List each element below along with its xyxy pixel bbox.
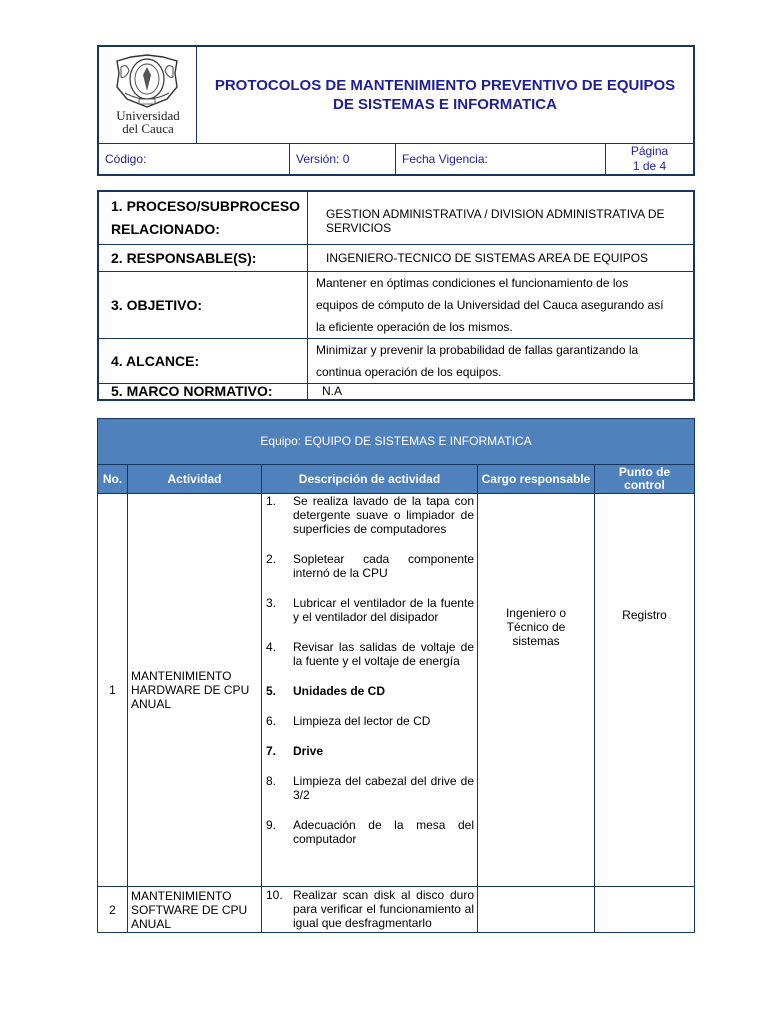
equipo-title-row — [98, 419, 695, 465]
info-value-responsable: INGENIERO-TECNICO DE SISTEMAS AREA DE EQUIPOS — [308, 244, 695, 271]
step-number: 9. — [266, 818, 277, 832]
list-item — [263, 494, 476, 536]
info-row — [98, 244, 694, 271]
info-label-objetivo: 3. OBJETIVO: — [98, 271, 308, 338]
step-text: Unidades de CD — [293, 684, 386, 698]
step-number: 3. — [266, 596, 277, 610]
pagina-label: Página — [630, 144, 669, 158]
step-text: Sopletear cada componente internó de la CPU — [293, 552, 474, 580]
info-label-marco: 5. MARCO NORMATIVO: — [98, 383, 308, 400]
col-header-control: Punto de control — [595, 465, 695, 494]
step-number: 4. — [266, 640, 277, 654]
row-control: Registro — [595, 494, 695, 887]
meta-row — [99, 143, 693, 174]
step-text: Drive — [293, 744, 324, 758]
list-item — [263, 744, 476, 758]
document-title: PROTOCOLOS DE MANTENIMIENTO PREVENTIVO DE EQUIPOS DE SISTEMAS E INFORMATICA — [214, 77, 676, 113]
info-label-responsable: 2. RESPONSABLE(S): — [98, 244, 308, 271]
step-number: 1. — [266, 494, 277, 508]
col-header-descripcion: Descripción de actividad — [262, 465, 478, 494]
row-actividad: MANTENIMIENTO SOFTWARE DE CPU ANUAL — [128, 887, 262, 933]
step-number: 5. — [266, 684, 277, 698]
activities-table — [97, 418, 695, 933]
codigo-field: Código: — [99, 144, 290, 174]
table-header-row — [98, 465, 695, 494]
step-text: Adecuación de la mesa del computador — [293, 818, 474, 846]
university-seal-icon — [107, 53, 187, 109]
step-list — [263, 494, 476, 846]
step-text: Revisar las salidas de voltaje de la fuente y el voltaje de energía — [293, 640, 474, 668]
info-label-proceso: 1. PROCESO/SUBPROCESO RELACIONADO: — [98, 191, 308, 244]
row-cargo: Ingeniero o Técnico de sistemas — [478, 494, 595, 887]
logo-text-line2: del Cauca — [122, 121, 174, 136]
col-header-no: No. — [98, 465, 128, 494]
pagina-value: 1 de 4 — [632, 159, 667, 173]
step-number: 6. — [266, 714, 277, 728]
info-value-proceso: GESTION ADMINISTRATIVA / DIVISION ADMINISTRATIVA DE SERVICIOS — [308, 191, 695, 244]
col-header-actividad: Actividad — [128, 465, 262, 494]
list-item — [263, 684, 476, 698]
step-text: Se realiza lavado de la tapa con detergente suave o limpiador de superficies de computadores — [293, 494, 474, 536]
info-label-alcance: 4. ALCANCE: — [98, 338, 308, 383]
version-field: Versión: 0 — [290, 144, 396, 174]
list-item — [263, 552, 476, 580]
step-text: Lubricar el ventilador de la fuente y el ventilador del disipador — [293, 596, 474, 624]
list-item — [263, 596, 476, 624]
step-number: 10. — [266, 888, 283, 902]
info-row — [98, 338, 694, 383]
step-list — [263, 888, 476, 930]
list-item — [263, 888, 476, 930]
row-control — [595, 887, 695, 933]
row-descripcion — [262, 887, 478, 933]
list-item — [263, 774, 476, 802]
table-row — [98, 887, 695, 933]
list-item — [263, 640, 476, 668]
list-item — [263, 818, 476, 846]
table-row — [98, 494, 695, 887]
info-row — [98, 383, 694, 400]
step-text: Realizar scan disk al disco duro para verificar el funcionamiento al igual que desfragmentarlo — [293, 888, 474, 930]
info-row — [98, 271, 694, 338]
row-number: 2 — [98, 887, 128, 933]
document-header — [97, 45, 695, 176]
step-number: 8. — [266, 774, 277, 788]
title-cell — [197, 47, 693, 143]
fecha-vigencia-field: Fecha Vigencia: — [396, 144, 606, 174]
row-number: 1 — [98, 494, 128, 887]
col-header-cargo: Cargo responsable — [478, 465, 595, 494]
process-info-table — [97, 190, 695, 401]
info-row — [98, 191, 694, 244]
step-text: Limpieza del cabezal del drive de 3/2 — [293, 774, 474, 802]
info-value-marco: N.A — [308, 383, 695, 400]
row-descripcion — [262, 494, 478, 887]
pagina-field — [606, 144, 693, 174]
info-value-objetivo: Mantener en óptimas condiciones el funcionamiento de los equipos de cómputo de la Universidad del Cauca asegurando así la eficiente operación de los mismos. — [308, 271, 695, 338]
logo-wordmark — [99, 109, 197, 135]
info-value-alcance: Minimizar y prevenir la probabilidad de fallas garantizando la continua operación de los equipos. — [308, 338, 695, 383]
equipo-title: Equipo: EQUIPO DE SISTEMAS E INFORMATICA — [98, 419, 695, 465]
logo-cell — [99, 47, 197, 143]
row-actividad: MANTENIMIENTO HARDWARE DE CPU ANUAL — [128, 494, 262, 887]
list-item — [263, 714, 476, 728]
step-number: 2. — [266, 552, 277, 566]
row-cargo — [478, 887, 595, 933]
step-text: Limpieza del lector de CD — [293, 714, 431, 728]
logo-text-line1: Universidad — [116, 108, 180, 123]
step-number: 7. — [266, 744, 277, 758]
